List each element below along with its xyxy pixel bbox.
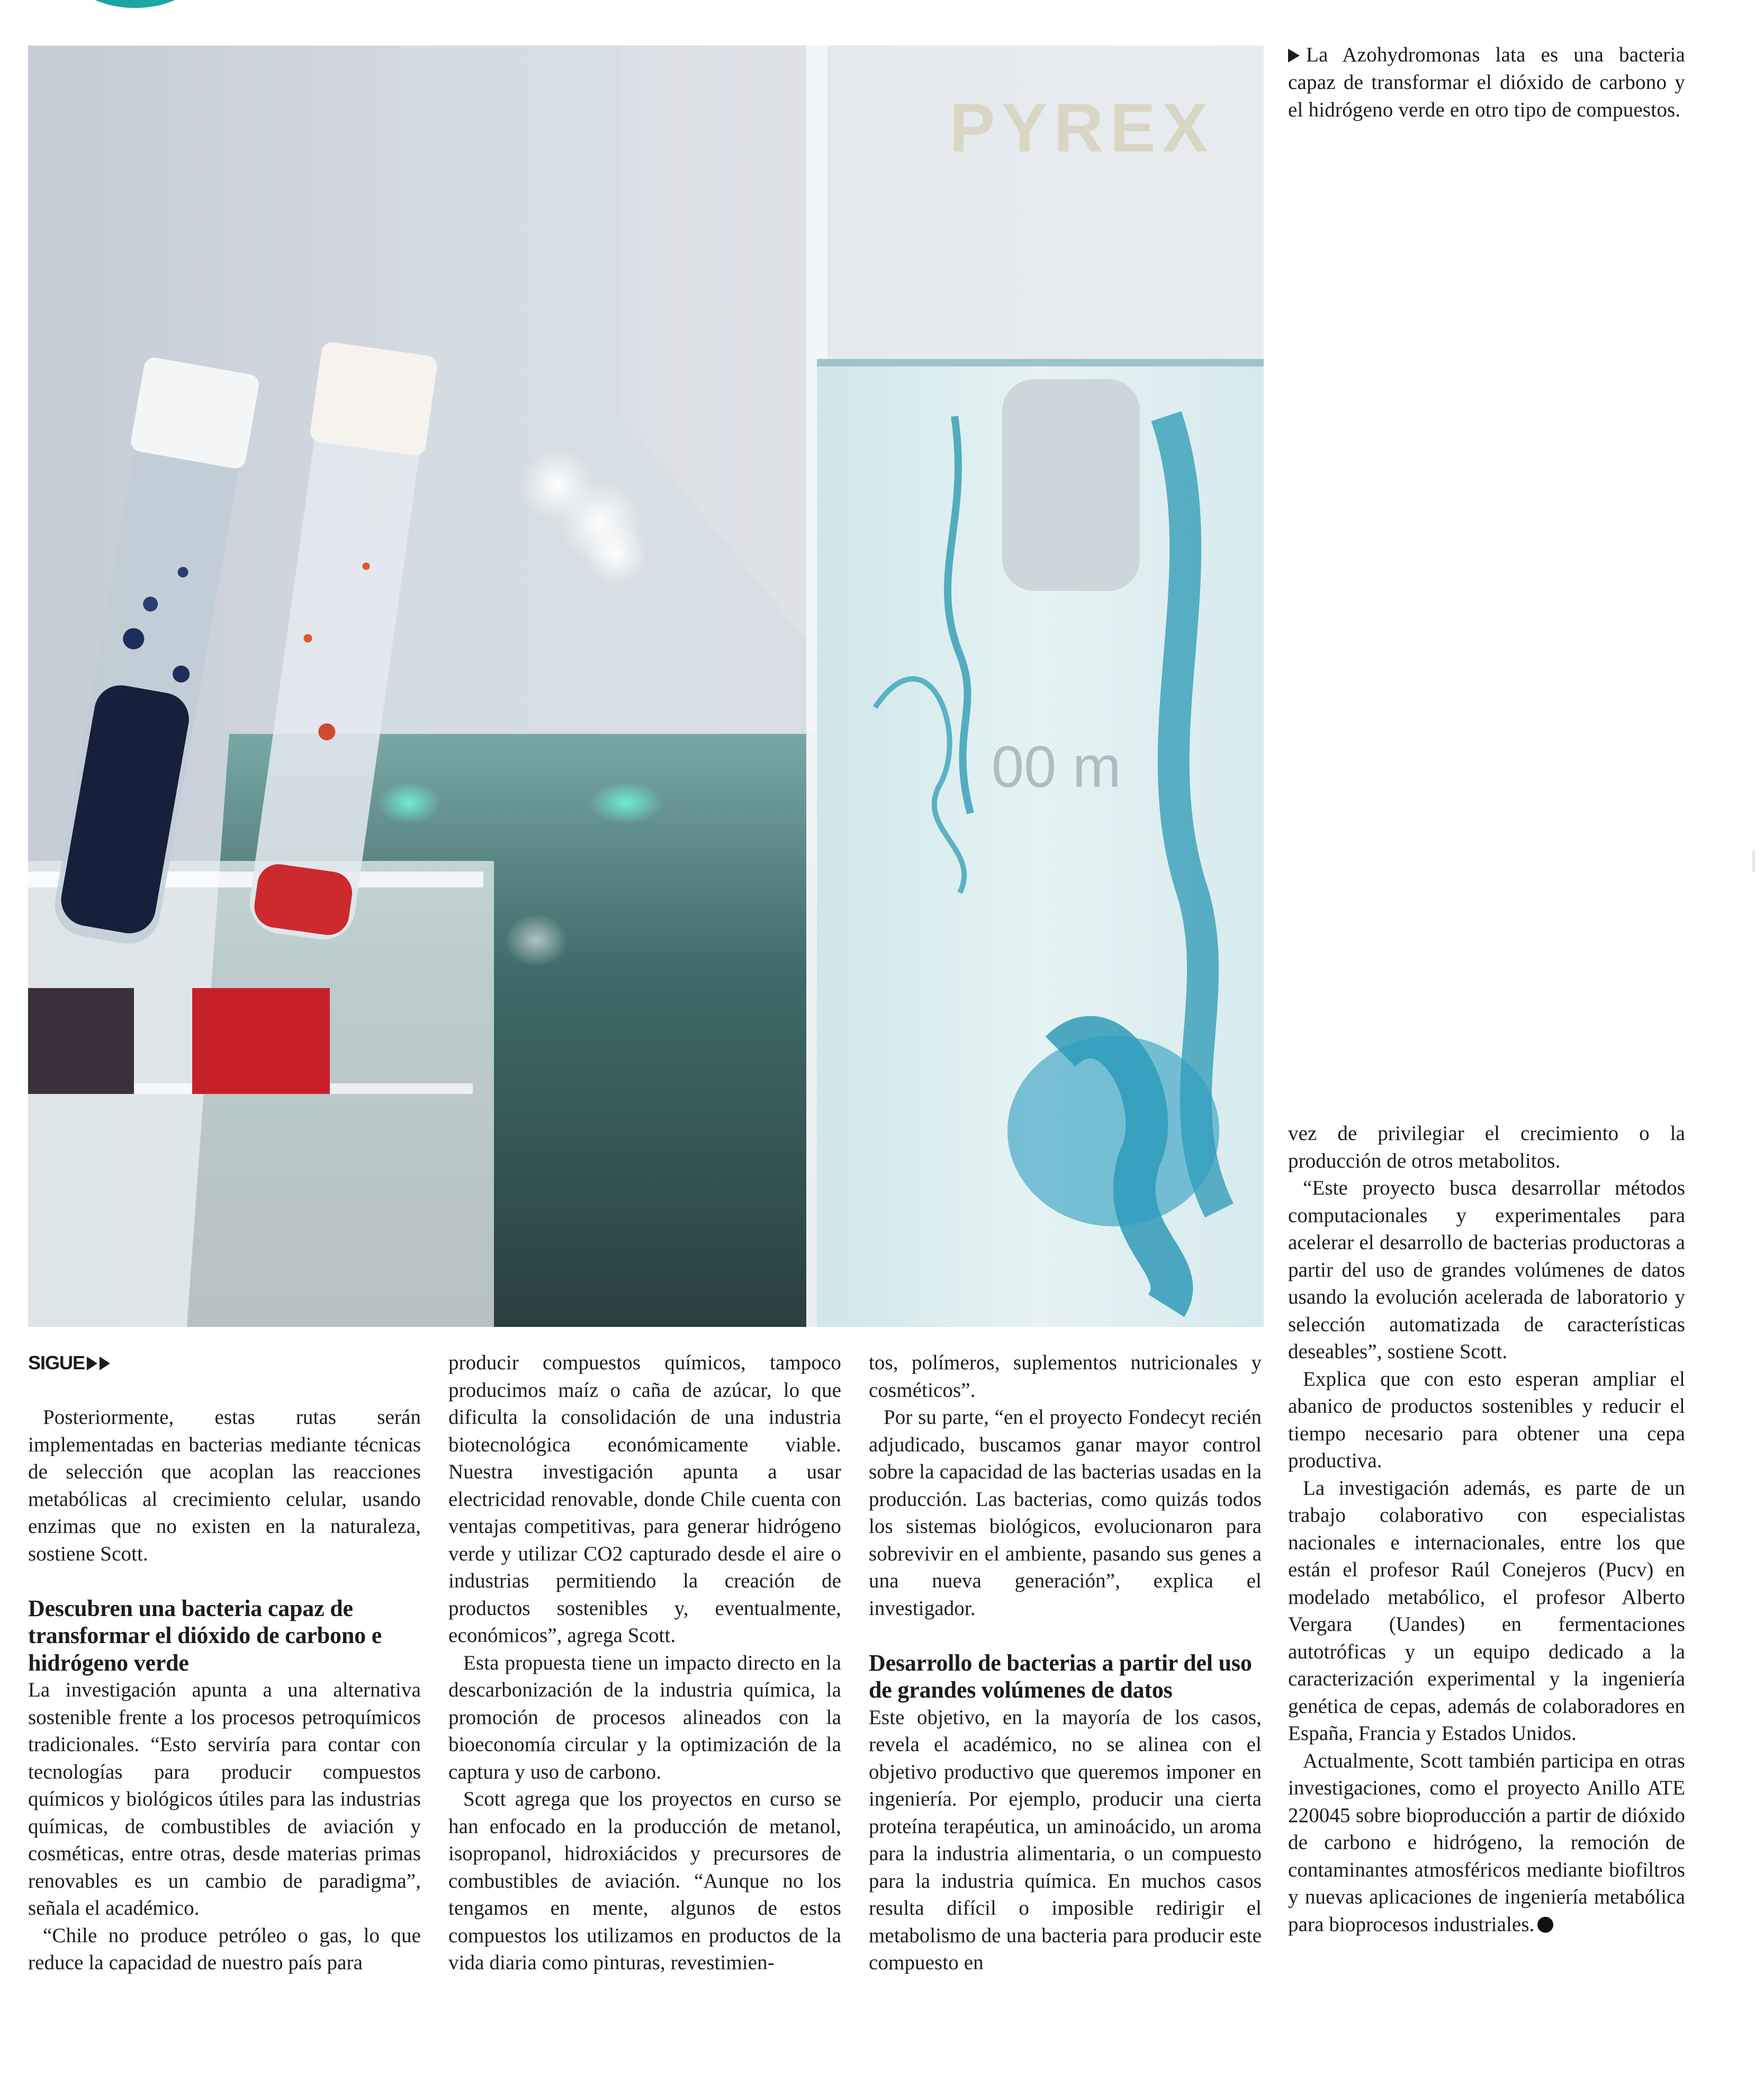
paragraph: “Chile no produce petróleo o gas, lo que reduce la capacidad de nuestro país para — [28, 1924, 421, 1974]
flask-brand-text: PYREX — [949, 89, 1214, 166]
paragraph: Este objetivo, en la mayoría de los casos, revela el académico, no se alinea con el objetivo productivo que queremos imponer en ingeniería. Por ejemplo, producir una cierta proteína terapéutica, un aminoácido, un aroma para la industria alimentaria, o un compuesto para la industria química. En muchos casos resulta difícil o imposible redirigir el metabolismo de una bacteria para producir este compuesto en — [869, 1706, 1262, 1974]
paragraph: Esta propuesta tiene un impacto directo en la descarbonización de la industria química, la promoción de procesos alineados con la bioeconomía circular y la optimización de la captura y uso de carbono. — [448, 1651, 841, 1783]
arrow-right-icon — [100, 1357, 110, 1370]
paragraph: Por su parte, “en el proyecto Fondecyt recién adjudicado, buscamos ganar mayor control sobre la capacidad de las bacterias usadas en la producción. Las bacterias, como quizás todos los sistemas biológicos, evolucionaron para sobrevivir en el ambiente, pasando sus genes a una nueva generación”, explica el investigador. — [869, 1406, 1262, 1620]
paragraph: Scott agrega que los proyectos en curso se han enfocado en la producción de metanol, isopropanol, hidroxiácidos y precursores de combustibles de aviación. “Aunque no los tengamos en mente, algunos de estos compuestos los utilizamos en productos de la vida diaria como pinturas, revestimien- — [448, 1788, 841, 1974]
paragraph: La investigación además, es parte de un trabajo colaborativo con especialistas nacionales e internacionales, entre los que están el profesor Raúl Conejeros (Pucv) en modelado metabólico, el profesor Alberto Vergara (Uandes) en fermentaciones autotróficas y un equipo dedicado a la caracterización experimental y la ingeniería genética de cepas, además de colaboradores en España, Francia y Estados Unidos. — [1288, 1476, 1685, 1745]
section-tab-decoration — [71, 0, 199, 8]
paragraph: Explica que con esto esperan ampliar el abanico de productos sostenibles y reducir el tiempo necesario para obtener una cepa productiva. — [1288, 1367, 1685, 1472]
paragraph: La investigación apunta a una alternativa sostenible frente a los procesos petroquímicos tradicionales. “Esto serviría para contar con tecnologías para producir compuestos químicos y biológicos útiles para las industrias químicas, de combustibles de aviación y cosméticas, entre otras, desde materias primas renovables es un cambio de paradigma”, señala el académico. — [28, 1679, 421, 1919]
arrow-right-icon — [87, 1357, 97, 1370]
paragraph-text: Actualmente, Scott también participa en otras investigaciones, como el proyecto Anillo ATE 220045 sobre bioproducción a partir de dióxido de carbono e hidrógeno, la remoción de contaminantes atmosféricos mediante biofiltros y nuevas aplicaciones de ingeniería metabólica para bioprocesos industriales. — [1288, 1749, 1685, 1936]
section-heading: Desarrollo de bacterias a partir del uso de grandes volúmenes de datos — [869, 1649, 1252, 1703]
section-heading: Descubren una bacteria capaz de transformar el dióxido de carbono e hidrógeno verde — [28, 1595, 382, 1676]
paragraph: vez de privilegiar el crecimiento o la producción de otros metabolitos. — [1288, 1122, 1685, 1172]
article-column-4 — [1288, 1120, 1685, 1938]
continues-label: SIGUE — [28, 1352, 85, 1374]
article-column-1 — [28, 1349, 421, 1977]
paragraph: Posteriormente, estas rutas serán implementadas en bacterias mediante técnicas de selección que acoplan las reacciones metabólicas al crecimiento celular, usando enzimas que no existen en la naturaleza, sostiene Scott. — [28, 1406, 421, 1565]
paragraph: “Este proyecto busca desarrollar métodos computacionales y experimentales para acelerar el desarrollo de bacterias productoras a partir del uso de grandes volúmenes de datos usando la evolución acelerada de laboratorio y selección automatizada de características deseables”, sostiene Scott. — [1288, 1177, 1685, 1363]
article-column-2 — [448, 1349, 841, 1977]
paragraph: producir compuestos químicos, tampoco producimos maíz o caña de azúcar, lo que dificulta la consolidación de una industria biotecnológica económicamente viable. Nuestra investigación apunta a usar electricidad renovable, donde Chile cuenta con ventajas competitivas, para generar hidrógeno verde y utilizar CO2 capturado desde el aire o industrias permitiendo la creación de productos sostenibles y, eventualmente, económicos”, agrega Scott. — [448, 1351, 841, 1647]
caption-arrow-icon — [1288, 49, 1300, 62]
beaker-volume-text: 00 m — [992, 734, 1121, 800]
lab-photo-illustration — [28, 46, 1264, 1327]
paragraph: tos, polímeros, suplementos nutricionales y cosméticos”. — [869, 1351, 1262, 1402]
photo-caption — [1288, 41, 1685, 124]
page-edge-mark — [1752, 851, 1755, 872]
article-column-3 — [869, 1349, 1262, 1977]
end-of-article-icon — [1537, 1917, 1553, 1933]
lab-photo — [28, 46, 1264, 1327]
continues-marker — [28, 1349, 421, 1377]
last-paragraph — [1288, 1747, 1685, 1939]
photo-caption-text: La Azohydromonas lata es una bacteria capaz de transformar el dióxido de carbono y el hidrógeno verde en otro tipo de compuestos. — [1288, 43, 1685, 121]
